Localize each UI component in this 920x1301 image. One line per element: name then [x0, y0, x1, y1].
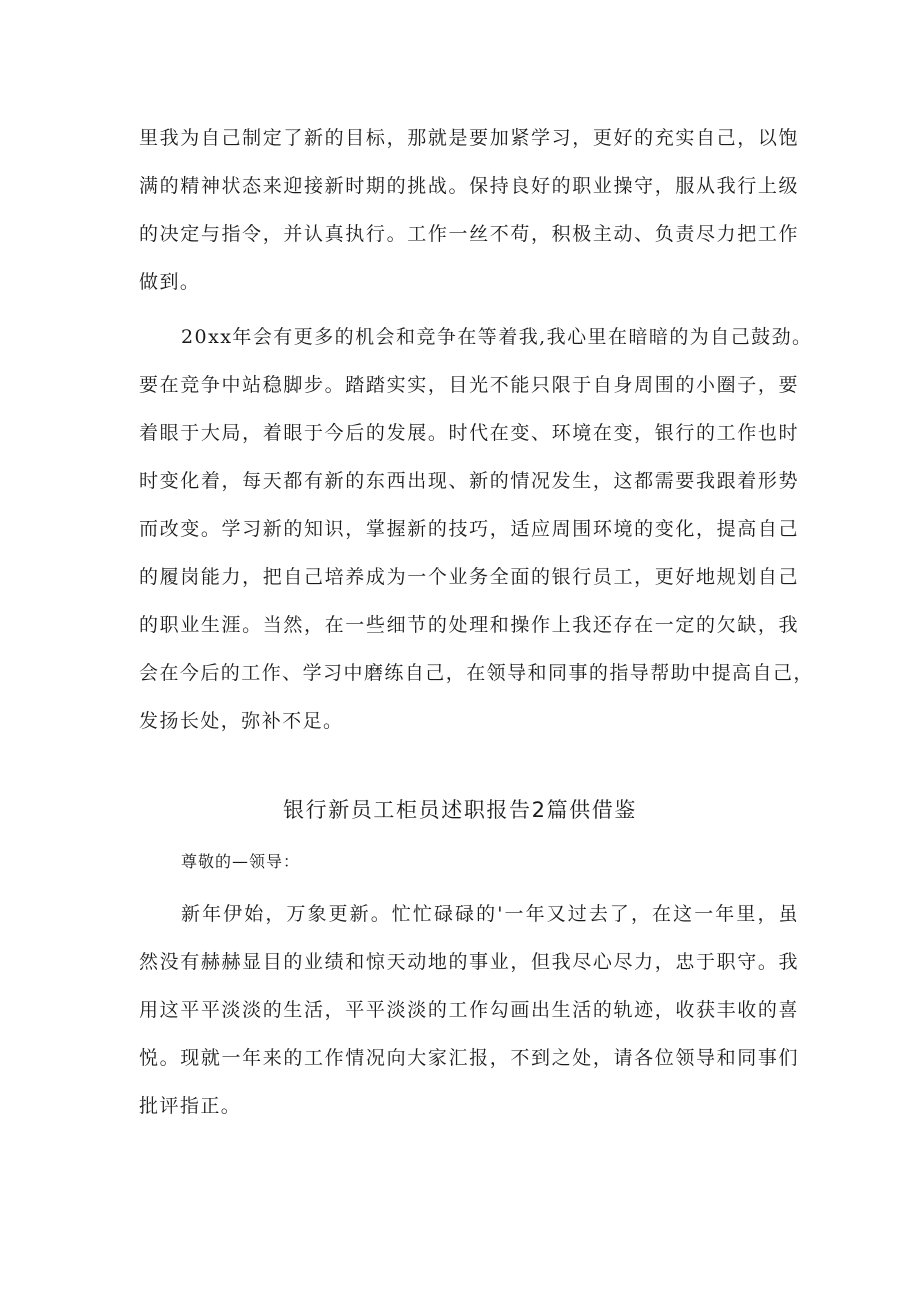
paragraph-line: 要在竞争中站稳脚步。踏踏实实，目光不能只限于自身周围的小圈子，要	[139, 374, 799, 396]
paragraph-line: 的决定与指令，并认真执行。工作一丝不苟，积极主动、负责尽力把工作	[139, 223, 799, 245]
paragraph-line: 着眼于大局，着眼于今后的发展。时代在变、环境在变，银行的工作也时	[139, 422, 799, 444]
paragraph-line: 20xx年会有更多的机会和竞争在等着我,我心里在暗暗的为自己鼓劲。	[181, 326, 813, 348]
paragraph-line: 的履岗能力，把自己培养成为一个业务全面的银行员工，更好地规划自己	[139, 566, 799, 588]
document-title: 银行新员工柜员述职报告2篇供借鉴	[283, 798, 637, 822]
paragraph-line: 批评指正。	[139, 1095, 242, 1117]
paragraph-line: 时变化着，每天都有新的东西出现、新的情况发生，这都需要我跟着形势	[139, 470, 799, 492]
salutation: 尊敬的—领导：	[181, 852, 301, 871]
paragraph-line: 的职业生涯。当然，在一些细节的处理和操作上我还存在一定的欠缺，我	[139, 614, 799, 636]
paragraph-line: 悦。现就一年来的工作情况向大家汇报，不到之处，请各位领导和同事们	[139, 1047, 799, 1069]
paragraph-line: 会在今后的工作、学习中磨练自己，在领导和同事的指导帮助中提高自己，	[139, 662, 814, 684]
paragraph-line: 里我为自己制定了新的目标，那就是要加紧学习，更好的充实自己，以饱	[139, 127, 799, 149]
paragraph-line: 然没有赫赫显目的业绩和惊天动地的事业，但我尽心尽力，忠于职守。我	[139, 951, 799, 973]
paragraph-line: 新年伊始，万象更新。忙忙碌碌的'一年又过去了，在这一年里，虽	[181, 903, 799, 925]
paragraph-line: 做到。	[139, 271, 201, 293]
paragraph-line: 满的精神状态来迎接新时期的挑战。保持良好的职业操守，服从我行上级	[139, 175, 799, 197]
paragraph-line: 用这平平淡淡的生活，平平淡淡的工作勾画出生活的轨迹，收获丰收的喜	[139, 999, 799, 1021]
paragraph-line: 发扬长处，弥补不足。	[139, 710, 344, 732]
paragraph-line: 而改变。学习新的知识，掌握新的技巧，适应周围环境的变化，提高自己	[139, 518, 799, 540]
